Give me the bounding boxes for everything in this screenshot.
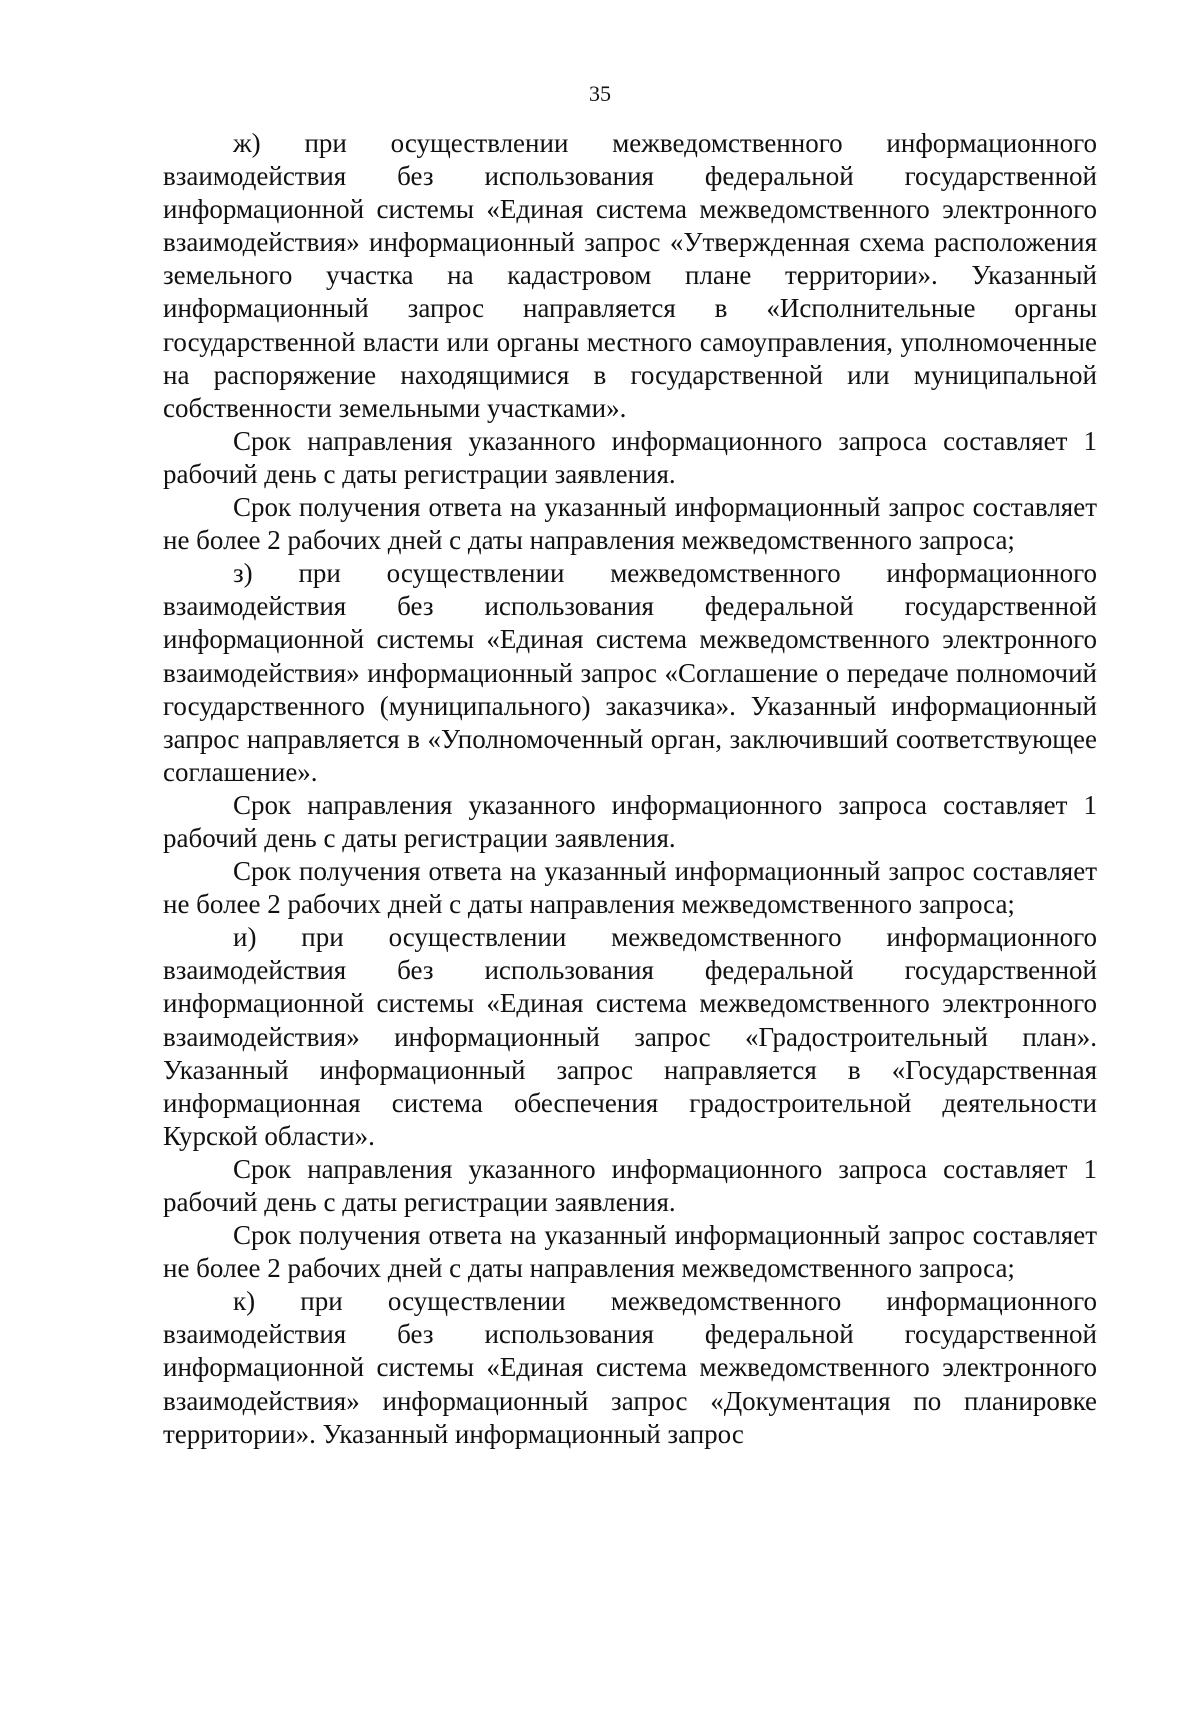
page-number: 35 bbox=[589, 81, 611, 106]
paragraph-zh-graphic-plan-request: ж) при осуществлении межведомственного информационного взаимодействия без использования федеральной государственной информационной системы «Единая система межведомственного электронного взаимодействия» информационный запрос «Утвержденная схема расположения земельного участка на кадастровом плане территории». Указанный информационный запрос направляется в «Исполнительные органы государственной власти или органы местного самоуправления, уполномоченные на распоряжение находящимися в государственной или муниципальной собственности земельными участками». bbox=[163, 128, 1097, 423]
paragraph-response-term: Срок получения ответа на указанный информационный запрос составляет не более 2 рабочих дней с даты направления межведомственного запроса; bbox=[163, 492, 1097, 556]
paragraph-send-term: Срок направления указанного информационного запроса составляет 1 рабочий день с даты регистрации заявления. bbox=[163, 789, 1097, 853]
paragraph-send-term: Срок направления указанного информационного запроса составляет 1 рабочий день с даты регистрации заявления. bbox=[163, 1153, 1097, 1217]
paragraph-response-term: Срок получения ответа на указанный информационный запрос составляет не более 2 рабочих дней с даты направления межведомственного запроса; bbox=[163, 856, 1097, 920]
paragraph-i-urban-plan-request: и) при осуществлении межведомственного информационного взаимодействия без использования федеральной государственной информационной системы «Единая система межведомственного электронного взаимодействия» информационный запрос «Градостроительный план». Указанный информационный запрос направляется в «Государственная информационная система обеспечения градостроительной деятельности Курской области». bbox=[163, 922, 1097, 1151]
paragraph-z-agreement-request: з) при осуществлении межведомственного информационного взаимодействия без использования федеральной государственной информационной системы «Единая система межведомственного электронного взаимодействия» информационный запрос «Соглашение о передаче полномочий государственного (муниципального) заказчика». Указанный информационный запрос направляется в «Уполномоченный орган, заключивший соответствующее соглашение». bbox=[163, 558, 1097, 787]
paragraph-k-planning-docs-request: к) при осуществлении межведомственного информационного взаимодействия без использования федеральной государственной информационной системы «Единая система межведомственного электронного взаимодействия» информационный запрос «Документация по планировке территории». Указанный информационный запрос bbox=[163, 1286, 1097, 1449]
paragraph-response-term: Срок получения ответа на указанный информационный запрос составляет не более 2 рабочих дней с даты направления межведомственного запроса; bbox=[163, 1220, 1097, 1284]
paragraph-send-term: Срок направления указанного информационного запроса составляет 1 рабочий день с даты регистрации заявления. bbox=[163, 425, 1097, 489]
document-body bbox=[163, 127, 1097, 1451]
